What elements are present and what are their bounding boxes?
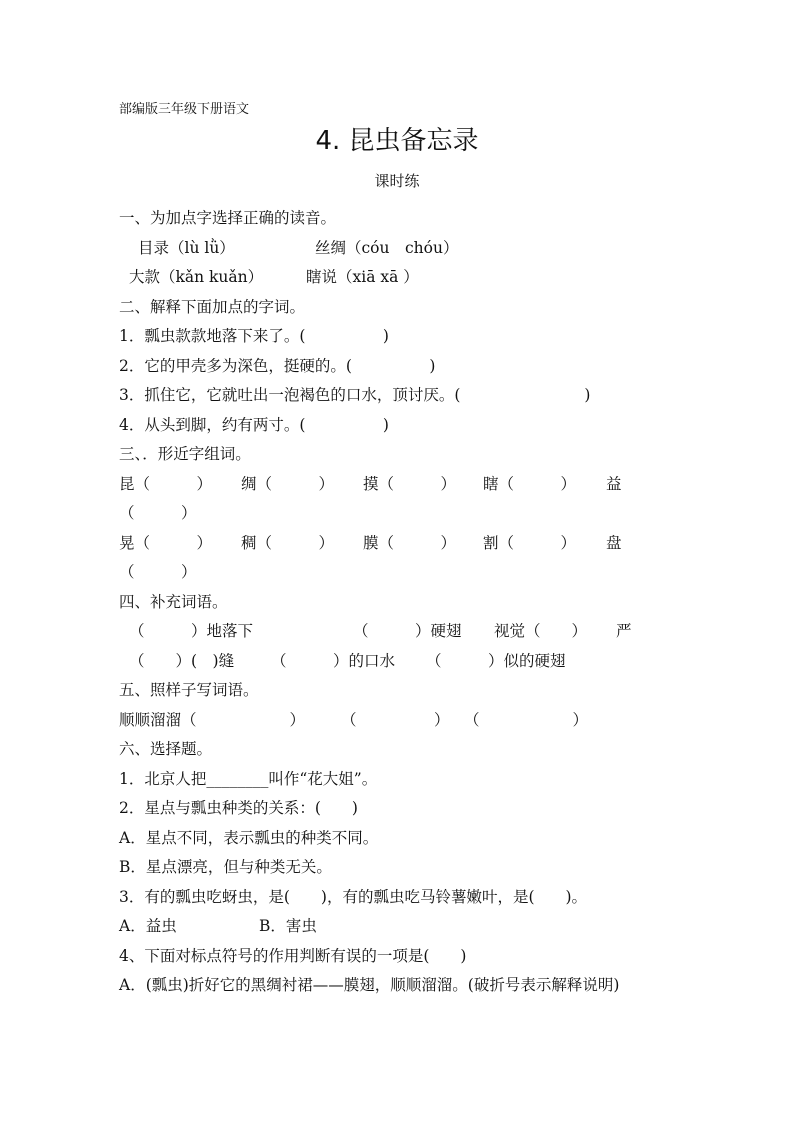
explain-item: 4．从头到脚，约有两寸。( ) xyxy=(119,415,389,434)
section-6-heading: 六、选择题。 xyxy=(119,740,213,758)
option-item: A．益虫 xyxy=(119,917,177,935)
section-1-heading: 一、为加点字选择正确的读音。 xyxy=(119,209,337,227)
explain-item: 3．抓住它，它就吐出一泡褐色的口水，顶讨厌。( ) xyxy=(119,386,591,404)
lesson-title: 4. 昆虫备忘录 xyxy=(315,126,479,156)
word-pattern-row xyxy=(119,706,699,736)
word-pattern-item: （ ） xyxy=(341,710,450,729)
lesson-subtitle: 课时练 xyxy=(374,172,420,190)
char-row-2 xyxy=(119,529,699,559)
char-item: 益 xyxy=(606,474,622,493)
pinyin-item: 目录（lù lǜ） xyxy=(138,238,235,257)
option-item: B．害虫 xyxy=(259,917,317,935)
section-4-heading: 四、补充词语。 xyxy=(119,592,228,611)
char-item: 绸（ ） xyxy=(241,474,335,493)
char-item: 盘 xyxy=(606,533,622,552)
fill-item: 视觉（ ） xyxy=(494,622,588,640)
char-row-1 xyxy=(119,470,699,500)
char-row-1-cont: （ ） xyxy=(119,504,197,522)
course-header: 部编版三年级下册语文 xyxy=(119,102,250,117)
choice-line: B．星点漂亮，但与种类无关。 xyxy=(119,858,332,876)
char-item: 割（ ） xyxy=(483,533,577,552)
q3-options-row xyxy=(119,912,699,942)
fill-row-2 xyxy=(119,647,699,677)
section-3-heading: 三、．形近字组词。 xyxy=(119,445,251,463)
char-item: 稠（ ） xyxy=(241,533,335,552)
pinyin-item: 丝绸（cóu chóu） xyxy=(315,238,459,257)
fill-item: 严 xyxy=(616,622,632,640)
fill-item: （ ）地落下 xyxy=(129,622,254,640)
pinyin-item: 瞎说（xiā xā ） xyxy=(306,268,419,286)
char-item: 晃（ ） xyxy=(119,533,213,552)
char-item: 昆（ ） xyxy=(119,474,213,493)
choice-line: 2．星点与瓢虫种类的关系：( ) xyxy=(119,799,358,817)
char-item: 瞎（ ） xyxy=(483,474,577,493)
choice-line: 3．有的瓢虫吃蚜虫，是( )，有的瓢虫吃马铃薯嫩叶，是( )。 xyxy=(119,887,588,906)
fill-item: （ ）的口水 xyxy=(271,651,396,670)
char-item: 膜（ ） xyxy=(363,533,457,552)
word-pattern-item: （ ） xyxy=(464,710,589,729)
q4-option-a: A．(瓢虫)折好它的黑绸衬裙——膜翅，顺顺溜溜。(破折号表示解释说明) xyxy=(119,976,620,994)
fill-item: （ ）似的硬翅 xyxy=(426,651,566,670)
explain-item: 2．它的甲壳多为深色，挺硬的。( ) xyxy=(119,356,436,375)
section-5-heading: 五、照样子写词语。 xyxy=(119,681,259,699)
explain-item: 1．瓢虫款款地落下来了。( ) xyxy=(119,327,389,345)
word-pattern-item: 顺顺溜溜（ ） xyxy=(119,710,306,729)
fill-row-1 xyxy=(119,617,699,647)
worksheet-body xyxy=(119,204,699,1001)
fill-item: （ ）硬翅 xyxy=(353,622,462,640)
char-item: 摸（ ） xyxy=(363,474,457,493)
q4-line: 4、下面对标点符号的作用判断有误的一项是( ) xyxy=(119,946,467,965)
section-2-heading: 二、解释下面加点的字词。 xyxy=(119,297,306,316)
fill-item: （ ）( )缝 xyxy=(129,651,235,670)
char-row-2-cont: （ ） xyxy=(119,563,197,581)
choice-line: A．星点不同，表示瓢虫的种类不同。 xyxy=(119,828,379,847)
choice-line: 1．北京人把________叫作“花大姐”。 xyxy=(119,769,378,788)
pinyin-row-2 xyxy=(119,263,699,293)
pinyin-row-1 xyxy=(119,234,699,264)
pinyin-item: 大款（kǎn kuǎn） xyxy=(129,268,264,286)
